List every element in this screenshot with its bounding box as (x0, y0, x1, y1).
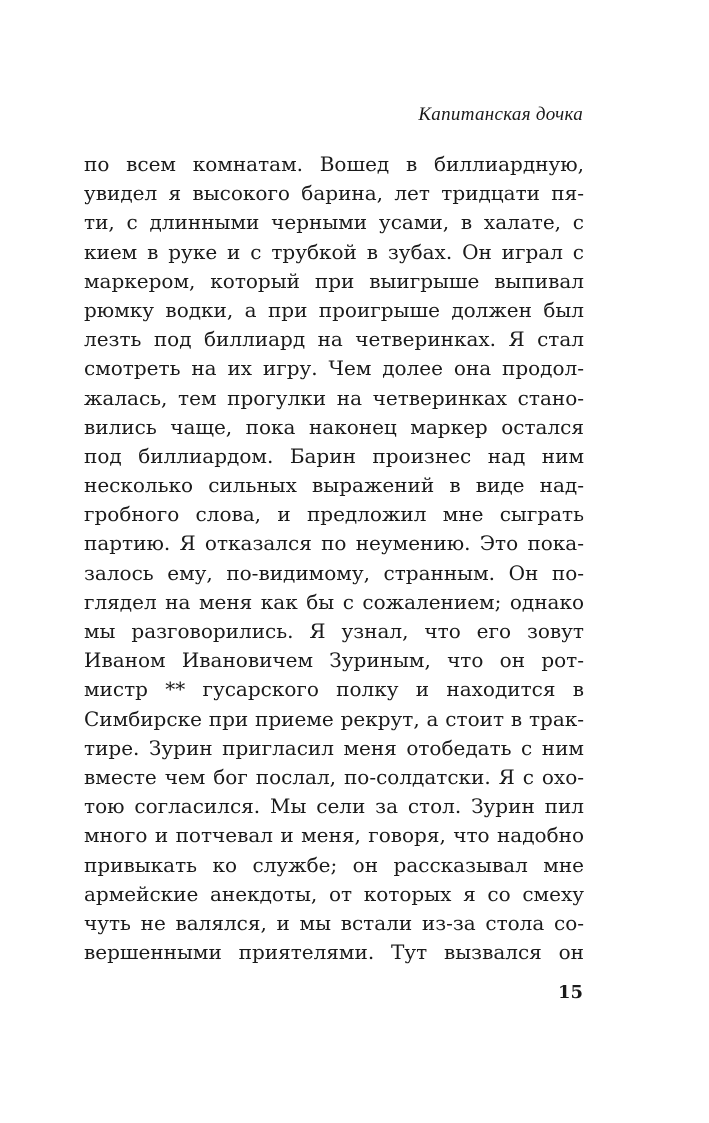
text-line: вились чаще, пока наконец маркер остался (84, 414, 584, 439)
text-line: чуть не валялся, и мы встали из-за стола со- (84, 910, 584, 935)
text-line: залось ему, по-видимому, странным. Он по- (84, 560, 584, 585)
text-line: партию. Я отказался по неумению. Это пока- (84, 531, 584, 556)
text-line: жалась, тем прогулки на четверинках стано- (84, 385, 584, 410)
text-line: вершенными приятелями. Тут вызвался он (84, 940, 584, 965)
text-line: по всем комнатам. Вошед в биллиардную, (84, 152, 584, 176)
text-line: лезть под биллиард на четверинках. Я стал (84, 327, 584, 352)
text-line: тире. Зурин пригласил меня отобедать с ним (84, 735, 584, 760)
text-line: маркером, который при выигрыше выпивал (84, 268, 584, 293)
text-line: ти, с длинными черными усами, в халате, с (84, 210, 584, 235)
body-text (84, 150, 584, 967)
text-line: смотреть на их игру. Чем долее она продол- (84, 356, 584, 381)
text-line: увидел я высокого барина, лет тридцати пя- (84, 181, 584, 206)
text-line: мы разговорились. Я узнал, что его зовут (84, 619, 584, 643)
text-line: Иваном Ивановичем Зуриным, что он рот- (84, 648, 584, 673)
text-line: несколько сильных выражений в виде над- (84, 473, 584, 498)
text-line: много и потчевал и меня, говоря, что надобно (84, 823, 584, 848)
text-line: мистр ** гусарского полку и находится в (84, 677, 584, 702)
text-line: тою согласился. Мы сели за стол. Зурин пил (84, 794, 584, 819)
text-line: гробного слова, и предложил мне сыграть (84, 502, 584, 527)
text-line: привыкать ко службе; он рассказывал мне (84, 852, 584, 877)
page-number: 15 (557, 982, 583, 1003)
text-line: рюмку водки, а при проигрыше должен был (84, 297, 584, 322)
text-line: Симбирске при приеме рекрут, а стоит в трак- (84, 706, 584, 731)
text-line: армейские анекдоты, от которых я со смеху (84, 881, 584, 906)
text-line: вместе чем бог послал, по-солдатски. Я с охо- (84, 764, 584, 789)
text-line: глядел на меня как бы с сожалением; однако (84, 589, 584, 614)
text-line: кием в руке и с трубкой в зубах. Он играл с (84, 239, 584, 264)
running-title: Капитанская дочка (418, 104, 583, 125)
text-line: под биллиардом. Барин произнес над ним (84, 443, 584, 468)
